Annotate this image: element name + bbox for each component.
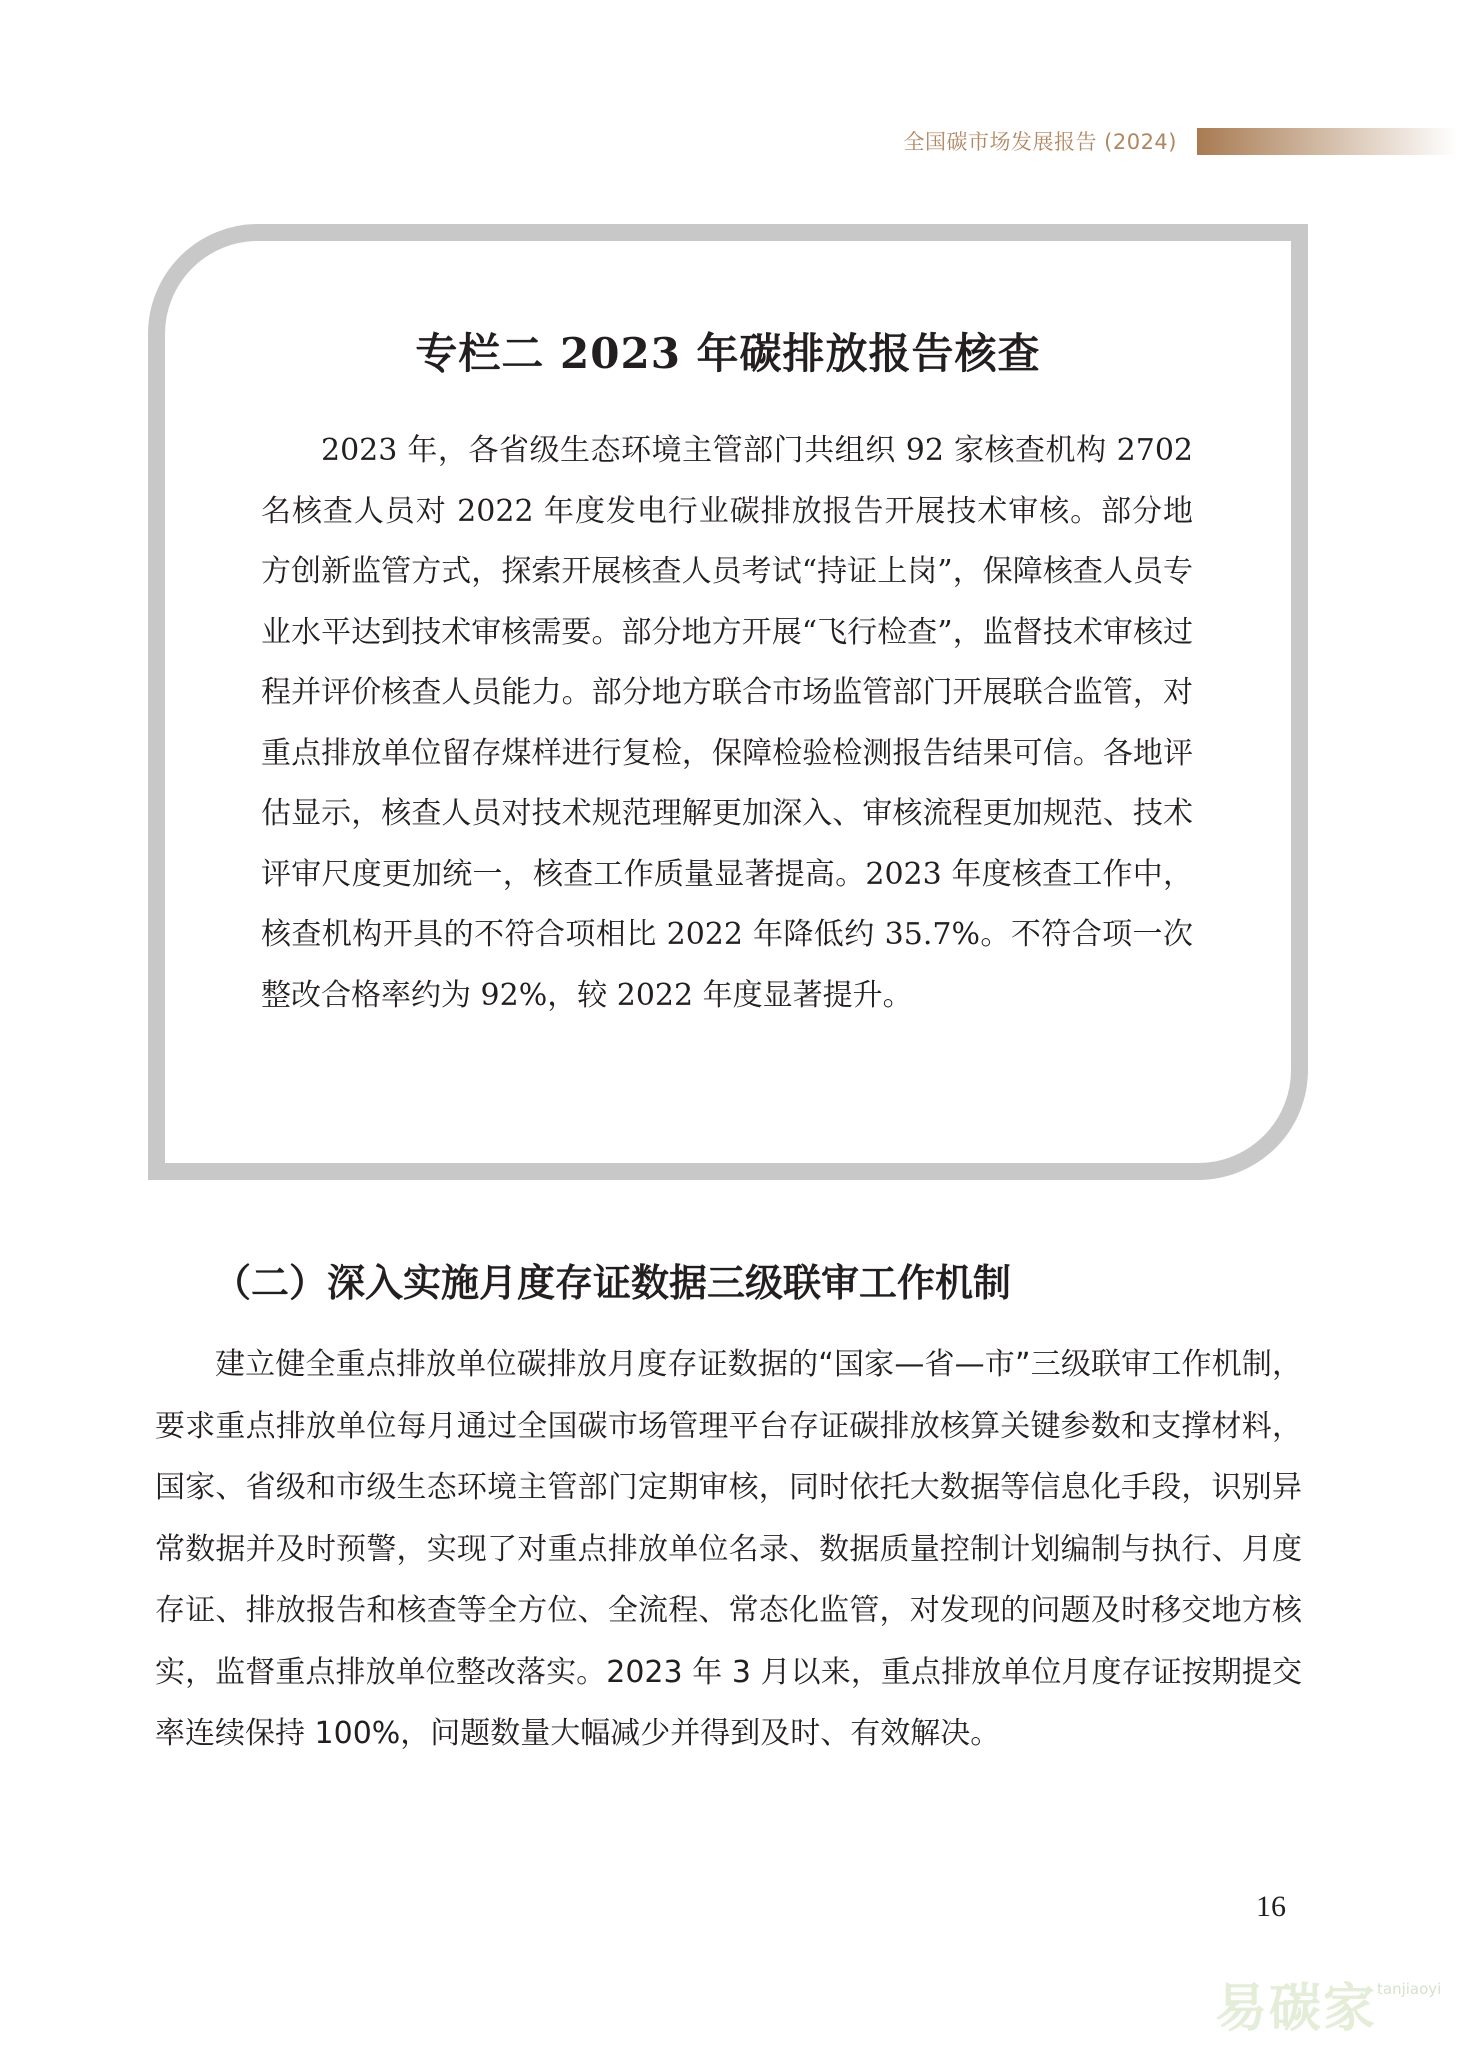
sidebar-box — [148, 224, 1308, 1180]
section-heading: （二）深入实施月度存证数据三级联审工作机制 — [213, 1261, 1012, 1305]
watermark-logo — [1215, 1960, 1455, 2040]
running-header — [0, 122, 1457, 162]
watermark-subtext: tanjiaoyi — [1377, 1980, 1442, 1998]
box-paragraph: 2023 年，各省级生态环境主管部门共组织 92 家核查机构 2702 名核查人员对 2022 年度发电行业碳排放报告开展技术审核。部分地方创新监管方式，探索开展核查人员考试“持证上岗”，保障核查人员专业水平达到技术审核需要。部分地方开展“飞行检查”，监督技术审核过程并评价核查人员能力。部分地方联合市场监管部门开展联合监管，对重点排放单位留存煤样进行复检，保障检验检测报告结果可信。各地评估显示，核查人员对技术规范理解更加深入、审核流程更加规范、技术评审尺度更加统一，核查工作质量显著提高。2023 年度核查工作中，核查机构开具的不符合项相比 2022 年降低约 35.7%。不符合项一次整改合格率约为 92%，较 2022 年度显著提升。 — [261, 433, 1193, 1013]
report-title: 全国碳市场发展报告 (2024) — [903, 130, 1177, 154]
header-gradient-bar — [1197, 128, 1457, 155]
box-title: 专栏二 2023 年碳排放报告核查 — [415, 329, 1041, 378]
page-number: 16 — [1256, 1890, 1286, 1923]
section-paragraph: 建立健全重点排放单位碳排放月度存证数据的“国家—省—市”三级联审工作机制，要求重点排放单位每月通过全国碳市场管理平台存证碳排放核算关键参数和支撑材料，国家、省级和市级生态环境主管部门定期审核，同时依托大数据等信息化手段，识别异常数据并及时预警，实现了对重点排放单位名录、数据质量控制计划编制与执行、月度存证、排放报告和核查等全方位、全流程、常态化监管，对发现的问题及时移交地方核实，监督重点排放单位整改落实。2023 年 3 月以来，重点排放单位月度存证按期提交率连续保持 100%，问题数量大幅减少并得到及时、有效解决。 — [155, 1347, 1302, 1751]
watermark-text: 易碳家 — [1215, 1979, 1378, 2039]
